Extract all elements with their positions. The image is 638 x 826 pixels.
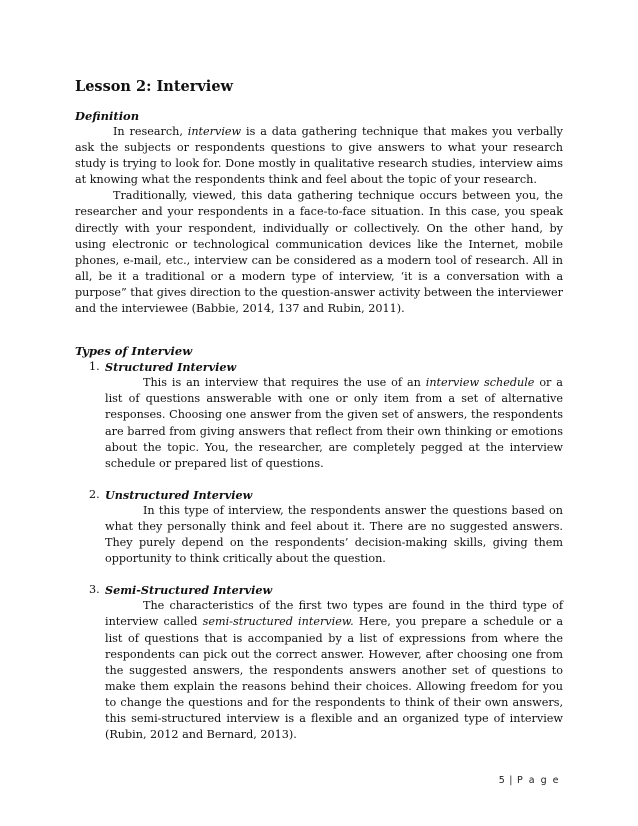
definition-paragraph-1	[75, 124, 563, 188]
footer-separator: |	[509, 775, 514, 786]
type-item-emphasis: semi-structured interview.	[202, 615, 354, 629]
type-item-title: Semi-Structured Interview	[105, 583, 273, 598]
type-item-text-start: The characteristics of the first two types are found in the third type of interview called	[105, 599, 563, 629]
types-heading: Types of Interview	[75, 344, 193, 359]
type-item-text-end: or a list of questions answerable with one or only item from a set of alternative responses. Choosing one answer from the given set of answers, the respondents are barred from giving answers that reflect from their own thinking or emotions about the topic. You, the researcher, are completely pegged at the interview schedule or prepared list of questions.	[105, 376, 563, 470]
type-item-number: 3.	[89, 583, 100, 597]
type-item-number: 1.	[89, 360, 100, 374]
type-item-number: 2.	[89, 487, 100, 501]
definition-section	[75, 108, 563, 317]
type-item-paragraph	[105, 598, 563, 743]
lesson-title: Lesson 2: Interview	[75, 78, 234, 95]
type-item-title: Structured Interview	[105, 360, 237, 375]
definition-p1-emphasis: interview	[187, 125, 242, 138]
type-item-structured	[89, 359, 563, 472]
type-item-paragraph	[105, 375, 563, 472]
type-item-title: Unstructured Interview	[105, 487, 253, 502]
types-section	[75, 343, 563, 743]
type-item-semi-structured	[89, 582, 563, 743]
definition-paragraph-2: Traditionally, viewed, this data gathering technique occurs between you, the researcher and your respondents in a face-to-face situation. In this case, you speak directly with your respondent, individually or collectively. On the other hand, by using electronic or technological communication devices like the Internet, mobile phones, e-mail, etc., interview can be considered as a modern tool of research. All in all, be it a traditional or a modern type of interview, ‘it is a conversation with a purpose” that gives direction to the question-answer activity between the interviewer and the interviewee (Babbie, 2014, 137 and Rubin, 2011).	[75, 189, 563, 316]
type-item-text-start: This is an interview that requires the use of an	[143, 376, 426, 390]
page-number: 5	[498, 775, 507, 786]
definition-p1-text-end: is a data gathering technique that makes you verbally ask the subjects or respondents questions to give answers to what your research study is trying to look for. Done mostly in qualitative research studies, interview aims at knowing what the respondents think and feel about the topic of your research.	[75, 125, 563, 187]
type-item-text-end: Here, you prepare a schedule or a list of questions that is accompanied by a list of expressions from where the respondents can pick out the correct answer. However, after choosing one from the suggested answers, the respondents answers another set of questions to make them explain the reasons behind their choices. Allowing freedom for you to change the questions and for the respondents to think of their own answers, this semi-structured interview is a flexible and an organized type of interview (Rubin, 2012 and Bernard, 2013).	[105, 615, 563, 742]
type-item-unstructured	[89, 487, 563, 567]
section-spacer	[75, 317, 563, 343]
definition-heading: Definition	[75, 109, 140, 123]
page-label: P a g e	[517, 775, 560, 786]
type-item-emphasis: interview schedule	[425, 376, 535, 390]
type-item-paragraph: In this type of interview, the respondents answer the questions based on what they personally think and feel about it. There are no suggested answers. They purely depend on the respondents’ decision-making skills, giving them opportunity to think critically about the question.	[105, 503, 563, 566]
page-footer	[499, 775, 560, 786]
page-content	[75, 78, 563, 758]
definition-p1-text-start: In research,	[113, 125, 188, 138]
types-list	[75, 359, 563, 743]
